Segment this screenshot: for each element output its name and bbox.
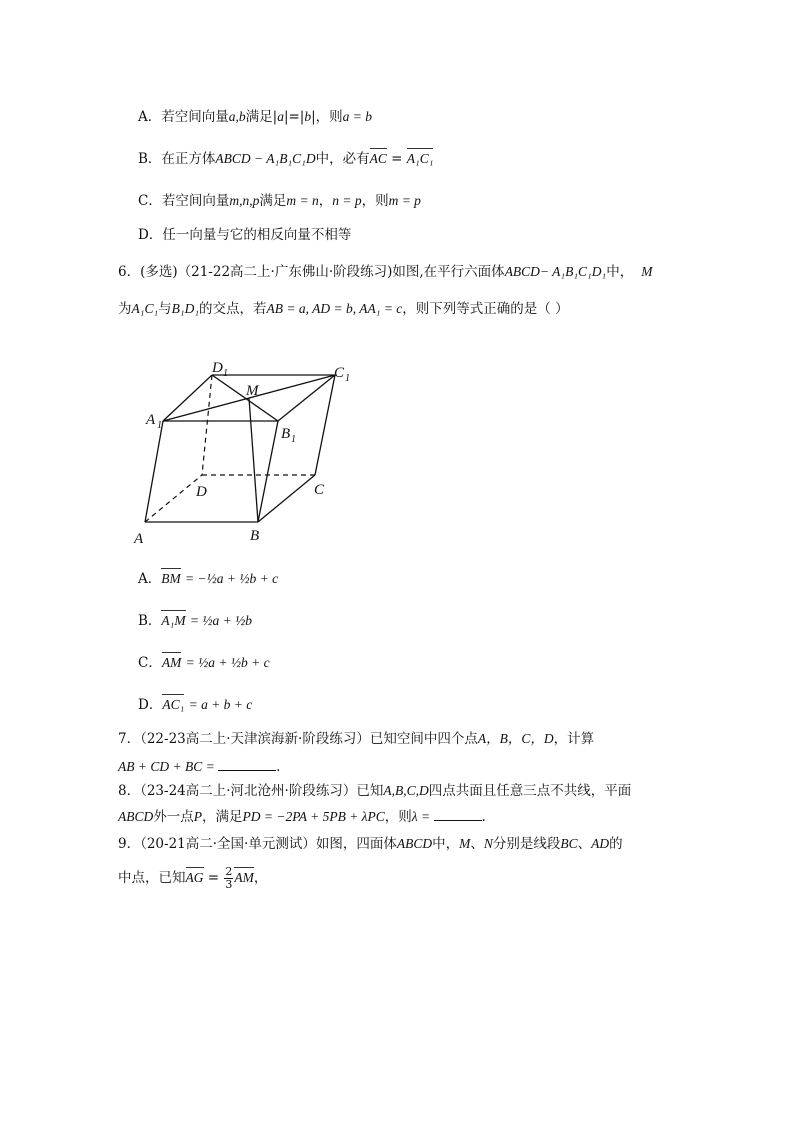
segment-bm: [249, 398, 258, 522]
q7-end: .: [276, 759, 281, 775]
q8-point-p: P: [193, 809, 202, 824]
q5-c-mid2: ，: [318, 193, 333, 209]
q9-post: 分别是线段: [492, 836, 561, 852]
q9-sep2: 、: [577, 836, 592, 852]
q5-option-d: [138, 226, 351, 244]
edge-aa1: [145, 421, 163, 522]
q6-line2-mid2: 的交点，若: [199, 301, 267, 317]
q6-option-b: [138, 612, 252, 630]
q7-line2: [118, 758, 280, 776]
edge-bb1: [258, 421, 278, 522]
q6-c-label: C．: [138, 655, 162, 671]
q9-sep1: 、: [470, 836, 484, 852]
q8-lambda: λ =: [411, 809, 434, 824]
q7-expression: AB + CD + BC =: [118, 759, 219, 774]
q5-b-mid: 中，必有: [315, 151, 370, 167]
q6-option-a: [138, 570, 278, 588]
label-b1-sub: 1: [291, 434, 296, 445]
label-b1: B: [281, 426, 291, 442]
q9-line1-end: 的: [609, 836, 623, 852]
q9-mid: 中，: [432, 836, 460, 852]
label-a: A: [134, 531, 144, 547]
q9-line1: [118, 835, 623, 853]
q8-stem: 8．（23-24高二上·河北沧州·阶段练习）已知: [118, 783, 384, 799]
q6-stem-line1: [118, 263, 652, 281]
edge-dd1-hidden: [202, 375, 212, 475]
q6-d-rhs: = a + b + c: [188, 697, 253, 712]
q9-stem: 9．（20-21高二·全国·单元测试）如图，四面体: [118, 836, 397, 852]
q6-segment-b1d1: B₁D₁: [171, 301, 200, 316]
q6-d-label: D．: [138, 697, 163, 713]
q5-a-vars: a,b: [228, 109, 246, 124]
q6-line2-mid: 与: [158, 301, 172, 317]
q9-frac-den: 3: [225, 878, 233, 891]
q5-c-prefix: C．若空间向量: [138, 193, 230, 209]
q6-b-label: B．: [138, 613, 162, 629]
q9-segment-ad: AD: [591, 836, 610, 851]
q5-a-abs1: a: [277, 109, 284, 124]
q5-a-post: |，则: [311, 109, 343, 125]
q6-option-d: [138, 696, 252, 714]
q6-c-lhs: AM: [161, 655, 182, 670]
q5-d-text: D．任一向量与它的相反向量不相等: [138, 227, 352, 243]
q8-plane: ABCD: [118, 809, 154, 824]
parallelepiped-figure: [130, 355, 370, 550]
q9-line2-post: ，: [253, 870, 268, 886]
q6-option-c: [138, 654, 270, 672]
label-b: B: [250, 528, 260, 544]
edge-cc1: [315, 375, 335, 475]
q9-line2-prefix: 中点，已知: [118, 870, 186, 886]
label-a1-sub: 1: [157, 420, 162, 431]
q8-mid: 外一点: [153, 809, 194, 825]
q5-b-vec-right: A₁C₁: [406, 151, 434, 166]
q7-line1: [118, 730, 594, 748]
q6-stem-line2: [118, 300, 569, 318]
q6-a-lhs: BM: [161, 571, 181, 586]
q6-vector-defs: AB = a, AD = b, AA₁ = c: [266, 301, 403, 316]
q5-c-vars: m,n,p: [229, 193, 260, 208]
q9-segment-bc: BC: [560, 836, 578, 851]
q9-vec-am: AM: [234, 870, 254, 885]
label-m: M: [246, 383, 259, 399]
label-d1-sub: 1: [223, 368, 228, 379]
q7-points: A，B，C，D: [477, 731, 554, 746]
label-d: D: [196, 484, 207, 500]
q8-end: .: [481, 809, 486, 825]
q6-c-rhs: = ½a + ½b + c: [185, 655, 270, 670]
q9-line2: [118, 866, 267, 891]
q6-stem-prefix: 6．(多选)（21-22高二上·广东佛山·阶段练习)如图,在平行六面体: [118, 264, 505, 280]
label-c1-sub: 1: [345, 373, 350, 384]
q6-a-label: A．: [138, 571, 162, 587]
q7-stem: 7．（22-23高二上·天津滨海新·阶段练习）已知空间中四个点: [118, 731, 478, 747]
q5-a-mid: 满足|: [245, 109, 278, 125]
q8-points: A,B,C,D: [383, 783, 429, 798]
q8-expression: PD = −2PA + 5PB + λPC: [242, 809, 385, 824]
q7-answer-blank[interactable]: [218, 758, 276, 771]
q5-a-eq: a = b: [342, 109, 373, 124]
q8-mid2: ，满足: [202, 809, 243, 825]
q5-c-mid1: 满足: [259, 193, 287, 209]
q6-line2-post: ，则下列等式正确的是（ ）: [402, 301, 569, 317]
label-d1: D: [212, 360, 223, 376]
q6-b-rhs: = ½a + ½b: [189, 613, 253, 628]
q6-point-m: M: [641, 264, 653, 279]
q7-post: ，计算: [553, 731, 595, 747]
q5-a-abs-sep: |=|: [283, 109, 305, 125]
q5-b-prefix: B．在正方体: [138, 151, 216, 167]
q5-b-solid: ABCD − A₁B₁C₁D: [215, 151, 316, 166]
q9-point-n: N: [483, 836, 493, 851]
q5-a-abs2: b: [304, 109, 312, 124]
q5-c-eq1: m = n: [286, 193, 319, 208]
q6-d-lhs: AC₁: [162, 697, 185, 712]
diagonal-d1b1: [212, 375, 278, 421]
edge-c1b1: [278, 375, 335, 421]
q8-line1: [118, 782, 631, 800]
q5-a-prefix: A．若空间向量: [138, 109, 229, 125]
q8-line1-post: 四点共面且任意三点不共线，平面: [428, 783, 632, 799]
q9-frac-num: 2: [225, 865, 233, 878]
q9-fraction: [224, 866, 233, 891]
q6-stem-post: 中，: [606, 264, 634, 280]
q5-c-eq2: n = p: [332, 193, 362, 208]
q8-line2: [118, 808, 486, 826]
q6-solid-name: ABCD− A₁B₁C₁D₁: [504, 264, 607, 279]
label-a1: A: [146, 412, 156, 428]
q9-eq: =: [203, 870, 224, 886]
q5-option-b: [138, 150, 433, 168]
label-c1: C: [334, 365, 345, 381]
q6-segment-a1c1: A₁C₁: [131, 301, 159, 316]
q8-post: ，则: [384, 809, 412, 825]
q5-b-eq-op: =: [386, 151, 407, 167]
q5-c-eq3: m = p: [388, 193, 421, 208]
q5-option-a: [138, 108, 372, 126]
q9-point-m: M: [459, 836, 471, 851]
q9-vec-ag: AG: [185, 870, 204, 885]
q6-a-rhs: = −½a + ½b + c: [185, 571, 279, 586]
label-c: C: [314, 482, 325, 498]
q6-line2-prefix: 为: [118, 301, 132, 317]
edge-ad-hidden: [145, 475, 202, 522]
q5-option-c: [138, 192, 421, 210]
q6-b-lhs: A₁M: [161, 613, 186, 628]
q8-answer-blank[interactable]: [434, 808, 482, 821]
q5-b-vec-left: AC: [369, 151, 387, 166]
q9-solid: ABCD: [396, 836, 433, 851]
q5-c-mid3: ，则: [361, 193, 389, 209]
